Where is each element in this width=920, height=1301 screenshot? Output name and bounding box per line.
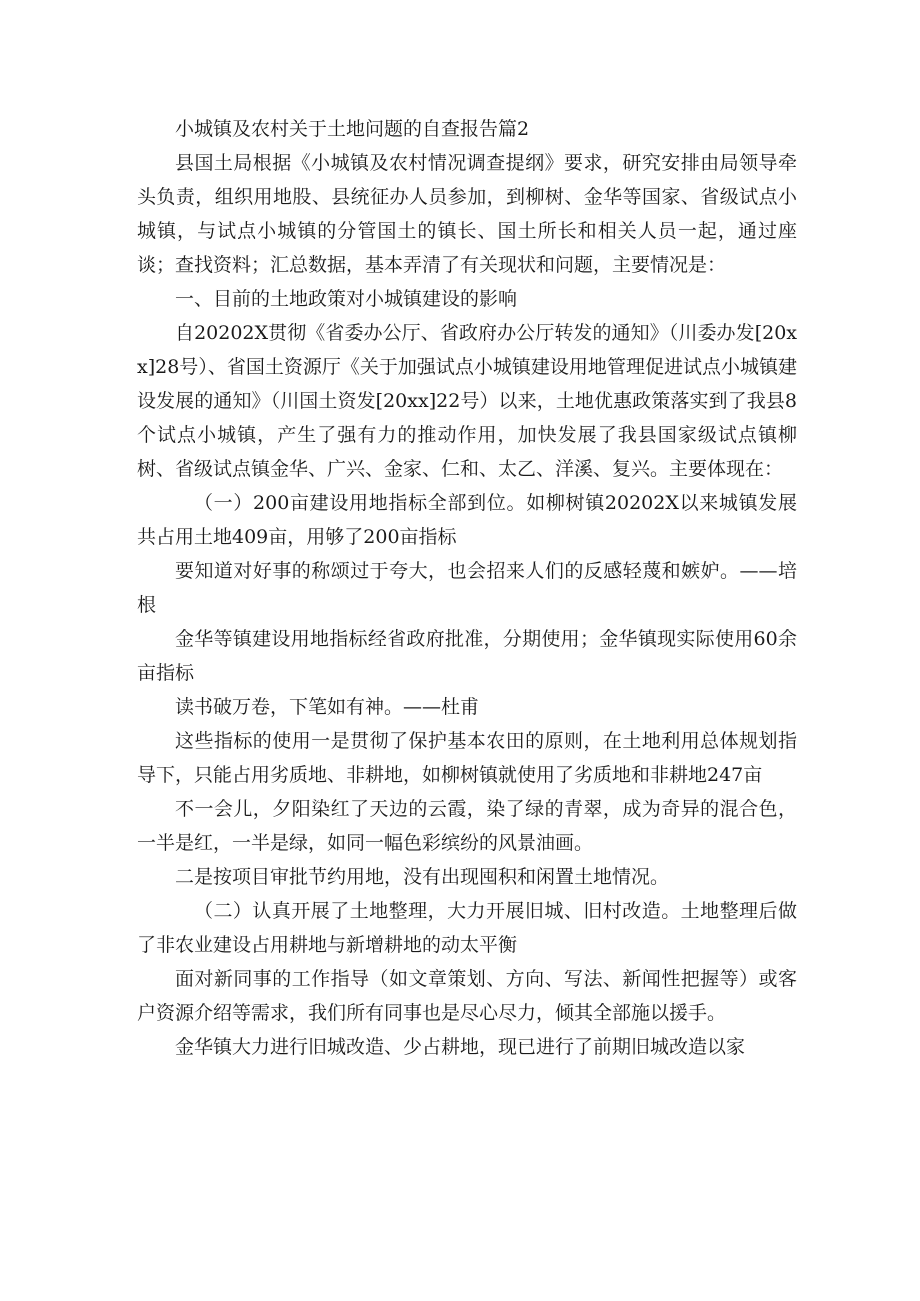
- paragraph-renovation: 金华镇大力进行旧城改造、少占耕地，现已进行了前期旧城改造以家: [175, 1036, 746, 1058]
- paragraph-intro: 县国土局根据《小城镇及农村情况调查提纲》要求，研究安排由局领导牵头负责，组织用地股、县统征办人员参加，到柳树、金华等国家、省级试点小城镇，与试点小城镇的分管国土的镇长、国土所长和相关人员一起，通过座谈；查找资料；汇总数据，基本弄清了有关现状和问题，主要情况是：: [137, 152, 797, 276]
- quote-paragraph: 要知道对好事的称颂过于夸大，也会招来人们的反感轻蔑和嫉妒。——培根: [137, 560, 797, 616]
- document-title: 小城镇及农村关于土地问题的自查报告篇2: [175, 118, 530, 140]
- subsection-heading-1: （一）200亩建设用地指标全部到位。如柳树镇20202X以来城镇发展共占用土地409亩，用够了200亩指标: [137, 492, 797, 548]
- paragraph-approval: 二是按项目审批节约用地，没有出现囤积和闲置土地情况。: [175, 866, 670, 888]
- paragraph-sunset: 不一会儿，夕阳染红了天边的云霞，染了绿的青翠，成为奇异的混合色，一半是红，一半是绿，如同一幅色彩缤纷的风景油画。: [137, 798, 797, 854]
- subsection-heading-2: （二）认真开展了土地整理，大力开展旧城、旧村改造。土地整理后做了非农业建设占用耕地与新增耕地的动太平衡: [137, 900, 797, 956]
- paragraph-colleagues: 面对新同事的工作指导（如文章策划、方向、写法、新闻性把握等）或客户资源介绍等需求，我们所有同事也是尽心尽力，倾其全部施以援手。: [137, 968, 797, 1024]
- paragraph-indicators: 这些指标的使用一是贯彻了保护基本农田的原则，在土地利用总体规划指导下，只能占用劣质地、非耕地，如柳树镇就使用了劣质地和非耕地247亩: [137, 730, 797, 786]
- section-heading-1: 一、目前的土地政策对小城镇建设的影响: [175, 288, 518, 310]
- paragraph-policy: 自20202X贯彻《省委办公厅、省政府办公厅转发的通知》（川委办发[20xx]28号）、省国土资源厅《关于加强试点小城镇建设用地管理促进试点小城镇建设发展的通知》（川国土资发[20xx]22号）以来，土地优惠政策落实到了我县8个试点小城镇，产生了强有力的推动作用，加快发展了我县国家级试点镇柳树、省级试点镇金华、广兴、金家、仁和、太乙、洋溪、复兴。主要体现在：: [137, 322, 797, 480]
- paragraph-jinhua: 金华等镇建设用地指标经省政府批准，分期使用；金华镇现实际使用60余亩指标: [137, 628, 797, 684]
- quote-paragraph: 读书破万卷，下笔如有神。——杜甫: [175, 696, 480, 718]
- document-body: [137, 112, 797, 1064]
